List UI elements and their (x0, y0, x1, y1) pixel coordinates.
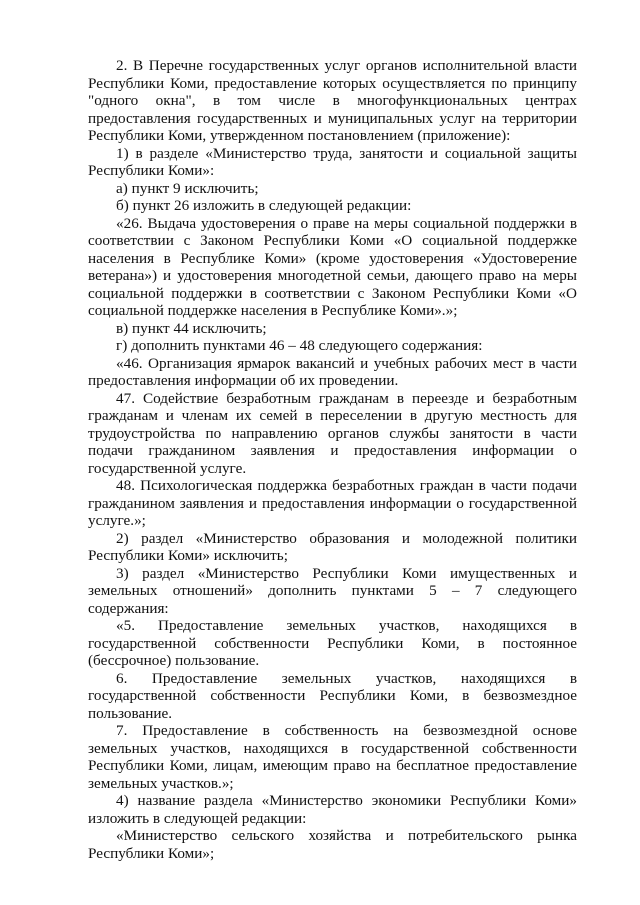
paragraph-subitem-v: в) пункт 44 исключить; (116, 319, 267, 337)
paragraph-point-7: 7. Предоставление в собственность на безвозмездной основе земельных участков, находящихся в государственной собственности Республики Коми, лицам, имеющим право на бесплатное предоставление земельных участков.»; (88, 722, 577, 792)
paragraph-item-2-intro: 2. В Перечне государственных услуг органов исполнительной власти Республики Коми, предоставление которых осуществляется по принципу "одного окна", в том числе в многофункциональных центрах предоставления государственных и муниципальных услуг на территории Республики Коми, утвержденном постановлением (приложение): (88, 57, 577, 144)
paragraph-subitem-g: г) дополнить пунктами 46 – 48 следующего содержания: (116, 337, 483, 354)
paragraph-subitem-b: б) пункт 26 изложить в следующей редакции: (116, 197, 412, 214)
paragraph-section-title-new: «Министерство сельского хозяйства и потребительского рынка Республики Коми»; (88, 827, 577, 862)
paragraph-subitem-4: 4) название раздела «Министерство экономики Республики Коми» изложить в следующей редакции: (88, 792, 577, 827)
paragraph-point-47: 47. Содействие безработным гражданам в переезде и безработным гражданам и членам их семей в переселении в другую местность для трудоустройства по направлению органов службы занятости в части подачи гражданином заявления и предоставления информации о государственной услуге. (88, 389, 577, 477)
paragraph-subitem-a: а) пункт 9 исключить; (116, 179, 259, 197)
paragraph-subitem-3: 3) раздел «Министерство Республики Коми имущественных и земельных отношений» дополнить пунктами 5 – 7 следующего содержания: (88, 564, 577, 617)
paragraph-point-26: «26. Выдача удостоверения о праве на меры социальной поддержки в соответствии с Законом Республики Коми «О социальной поддержке населения в Республике Коми» (кроме удостоверения «Удостоверение ветерана») и удостоверения многодетной семьи, дающего право на меры социальной поддержки в соответствии с Законом Республики Коми «О социальной поддержке населения в Республике Коми».»; (88, 214, 577, 319)
paragraph-point-46: «46. Организация ярмарок вакансий и учебных рабочих мест в части предоставления информации об их проведении. (88, 354, 577, 389)
paragraph-point-48: 48. Психологическая поддержка безработных граждан в части подачи гражданином заявления и предоставления информации о государственной услуге.»; (88, 477, 577, 529)
paragraph-point-6: 6. Предоставление земельных участков, находящихся в государственной собственности Республики Коми, в безвозмездное пользование. (88, 669, 577, 722)
paragraph-subitem-2: 2) раздел «Министерство образования и молодежной политики Республики Коми» исключить; (88, 529, 577, 564)
document-page (88, 57, 577, 862)
paragraph-subitem-1: 1) в разделе «Министерство труда, занятости и социальной защиты Республики Коми»: (88, 144, 577, 179)
paragraph-point-5: «5. Предоставление земельных участков, находящихся в государственной собственности Республики Коми, в постоянное (бессрочное) пользование. (88, 617, 577, 669)
